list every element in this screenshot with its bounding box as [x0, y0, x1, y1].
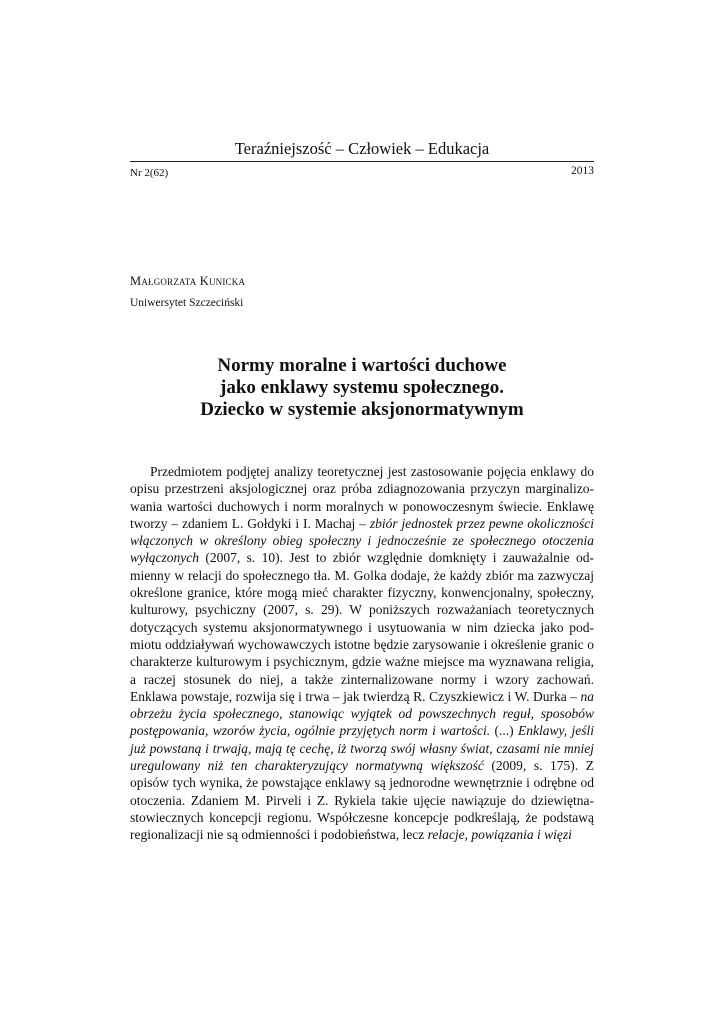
header-divider [130, 161, 594, 162]
article-title-line: jako enklawy systemu społecznego. [220, 377, 504, 398]
publication-year: 2013 [571, 165, 594, 177]
article-title-line: Normy moralne i wartości duchowe [217, 355, 507, 376]
text-segment: (2009, s. 175). Z opisów tych wynika, że powstające enklawy są jednorodne wewnętrznie i odrębne od otoczenia. Zdaniem M. Pirveli i Z. Rykiela takie ujęcie nawiązuje do dziewiętnastowiecznych koncepcji regionu. Współczesne koncepcje podkreślają, że podstawą regionalizacji nie są odmienności i podobieństwa, lecz [130, 758, 594, 843]
body-paragraph [130, 463, 594, 844]
journal-title: Teraźniejszość – Człowiek – Edukacja [234, 139, 490, 158]
text-segment: Przedmiotem podjętej analizy teoretycznej jest zastosowanie pojęcia enklawy do opisu przestrzeni aksjologicznej oraz próba zdiagnozowania przyczyn marginalizowania wartości duchowych i norm moralnych w ponowoczesnym świecie. Enklawę tworzy – zdaniem L. Gołdyki i I. Machaj – [130, 464, 594, 531]
text-segment: (2007, s. 10). Jest to zbiór względnie domknięty i zauważalnie odmienny w relacji do społecznego tła. M. Golka dodaje, że każdy zbiór ma zazwyczaj określone granice, które mogą mieć charakter fizyczny, konwencjonalny, społeczny, kulturowy, psychiczny (2007, s. 29). W poniższych rozważaniach teoretycznych dotyczących systemu aksjonormatywnego i usytuowania w nim dziecka jako podmiotu oddziaływań wychowawczych istotne będzie zarysowanie i określenie granic o charakterze kulturowym i psychicznym, gdzie ważne miejsce ma wyznawana religia, a raczej stosunek do niej, a także zinternalizowane normy i wzory zachowań. Enklawa powstaje, rozwija się i trwa – jak twierdzą R. Czyszkiewicz i W. Durka – [130, 550, 594, 704]
issue-number: Nr 2(62) [130, 167, 169, 179]
author-name: Małgorzata Kunicka [130, 274, 246, 288]
article-body [130, 463, 594, 844]
quote-segment: zbiór jednostek przez pewne okoliczności włączonych w określony obieg społeczny i jednocześnie ze społecznego otoczenia wyłączonych [130, 515, 594, 566]
article-title-line: Dziecko w systemie aksjonormatywnym [200, 399, 524, 420]
quote-segment: Enklawy, jeśli już powstaną i trwają, mają tę cechę, iż tworzą swój własny świat, czasami nie mniej uregulowany niż ten charakteryzujący normatywną większość [130, 723, 594, 774]
quote-segment: relacje, powiązania i więzi [427, 827, 572, 843]
text-segment: (...) [490, 723, 518, 739]
quote-segment: na obrzeżu życia społecznego, stanowiąc wyjątek od powszechnych reguł, sposobów postępowania, wzorów życia, ogólnie przyjętych norm i wartości. [130, 688, 594, 739]
author-affiliation: Uniwersytet Szczeciński [130, 297, 244, 309]
article-title [130, 355, 594, 421]
